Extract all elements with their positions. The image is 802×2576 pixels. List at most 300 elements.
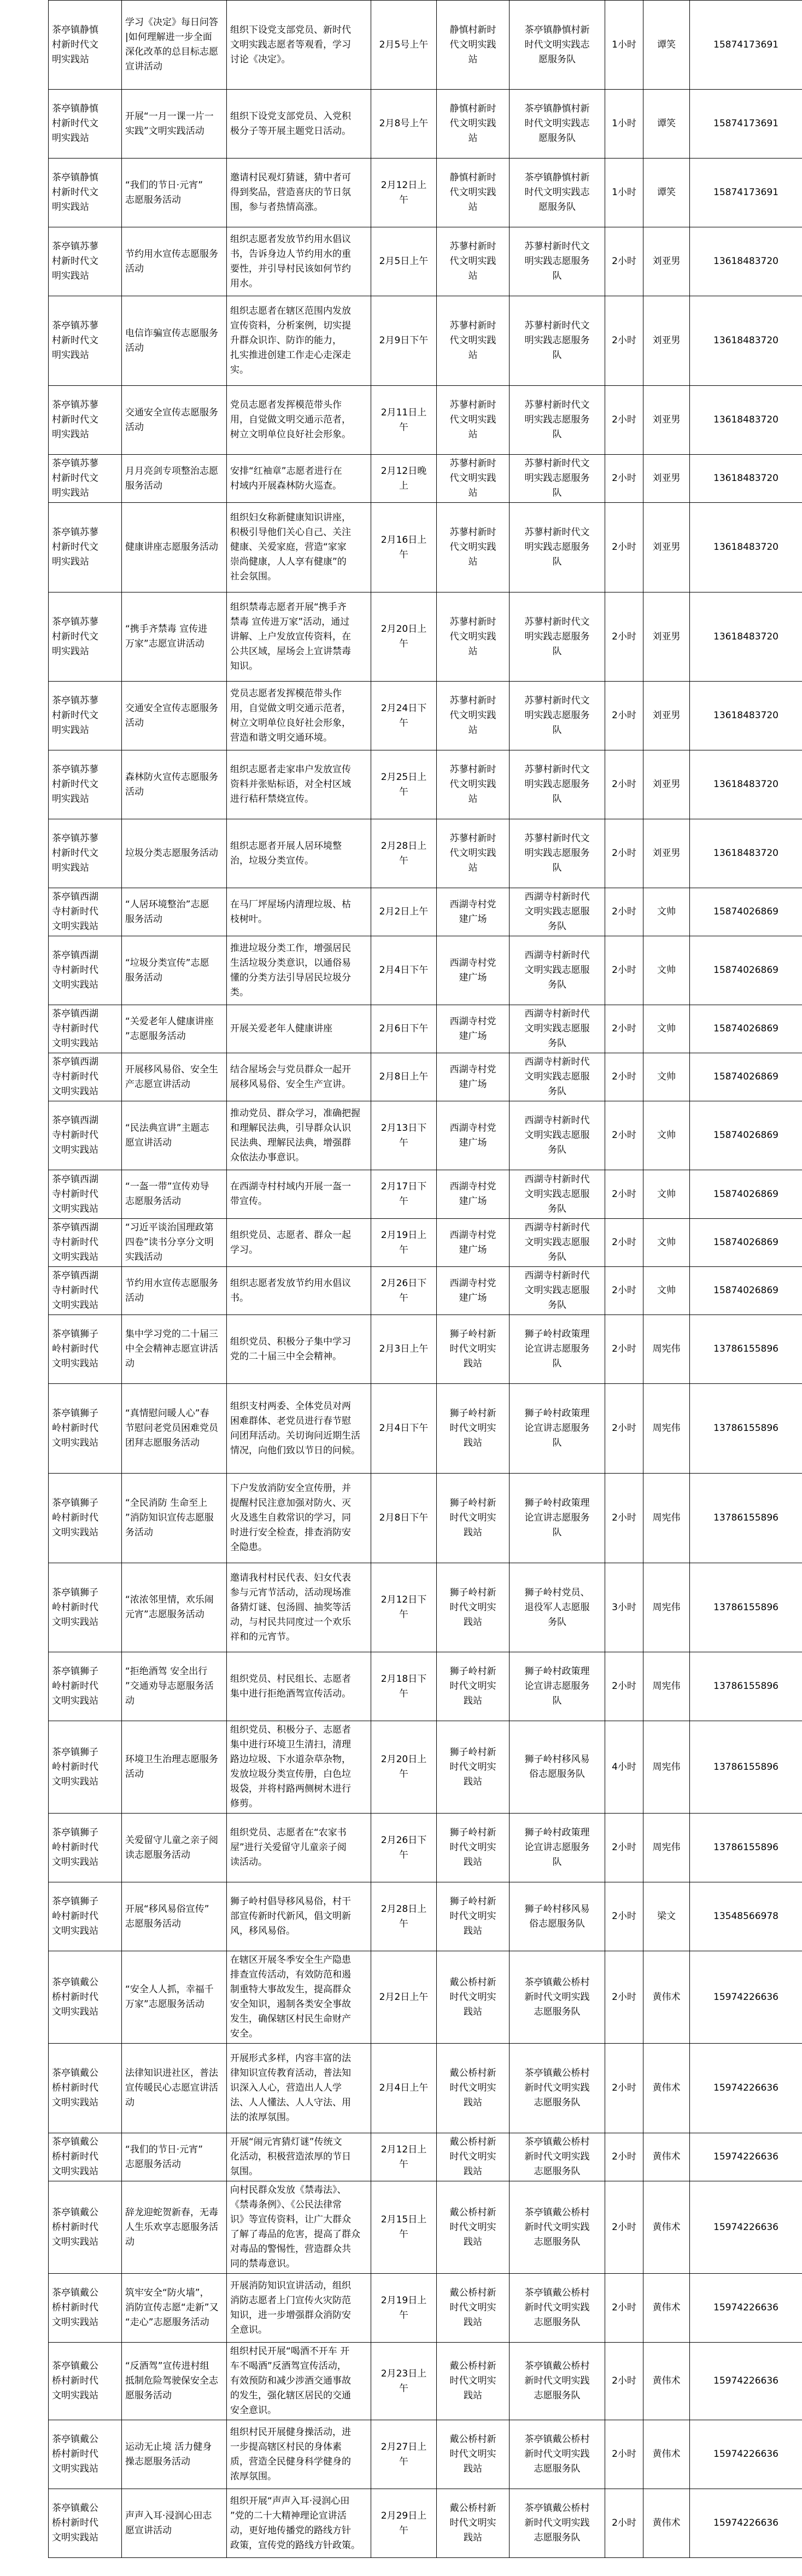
phone-cell: 13786155896 bbox=[690, 1315, 802, 1384]
activity-time-cell: 2月11日上 午 bbox=[371, 386, 437, 455]
volunteer-team-cell: 狮子岭村政策理 论宣讲志愿服务 队 bbox=[510, 1384, 605, 1474]
department-cell: 茶亭镇西湖 寺村新时代 文明实践站 bbox=[49, 1219, 122, 1267]
activity-time-cell: 2月4日下午 bbox=[371, 936, 437, 1005]
location-cell: 狮子岭村新 时代文明实 践站 bbox=[437, 1721, 510, 1814]
department-cell: 茶亭镇西湖 寺村新时代 文明实践站 bbox=[49, 1267, 122, 1315]
activity-content-cell: 组织志愿者在辖区范围内发放 宣传资料，分析案例，切实提 升群众识诈、防诈的能力， 扎实推进创建工作走心走深走 实。 bbox=[227, 296, 371, 386]
duration-cell: 2小时 bbox=[605, 1814, 643, 1882]
contact-person-cell: 谭笑 bbox=[643, 90, 690, 159]
department-cell: 茶亭镇苏蓼 村新时代文 明实践站 bbox=[49, 819, 122, 888]
contact-person-cell: 刘亚男 bbox=[643, 682, 690, 750]
volunteer-team-cell: 苏蓼村新时代文 明实践志愿服务 队 bbox=[510, 682, 605, 750]
phone-cell: 15974226636 bbox=[690, 2133, 802, 2181]
department-cell: 茶亭镇狮子 岭村新时代 文明实践站 bbox=[49, 1721, 122, 1814]
contact-person-cell: 黄伟术 bbox=[643, 1951, 690, 2044]
activity-content-cell: 组织开展“声声入耳·浸润心田 ”党的二十大精神理论宣讲活 动，更好地传播党的路线方针 政策，宣传党的路线方针政策。 bbox=[227, 2489, 371, 2558]
duration-cell: 1小时 bbox=[605, 1, 643, 90]
contact-person-cell: 刘亚男 bbox=[643, 227, 690, 296]
table-row bbox=[49, 819, 802, 888]
activity-name-cell: 节约用水宣传志愿服务 活动 bbox=[122, 1267, 227, 1315]
activity-content-cell: 组织党员、志愿者在“农家书 屋”进行关爱留守儿童亲子阅 读活动。 bbox=[227, 1814, 371, 1882]
volunteer-team-cell: 狮子岭村政策理 论宣讲志愿服务 队 bbox=[510, 1652, 605, 1721]
volunteer-team-cell: 茶亭镇戴公桥村 新时代文明实践 志愿服务队 bbox=[510, 2489, 605, 2558]
phone-cell: 13618483720 bbox=[690, 386, 802, 455]
table-row bbox=[49, 1721, 802, 1814]
department-cell: 茶亭镇戴公 桥村新时代 文明实践站 bbox=[49, 2343, 122, 2420]
duration-cell: 4小时 bbox=[605, 1721, 643, 1814]
activity-name-cell: 声声入耳·浸润心田志 愿宣讲活动 bbox=[122, 2489, 227, 2558]
contact-person-cell: 周宪伟 bbox=[643, 1814, 690, 1882]
activity-time-cell: 2月13日下 午 bbox=[371, 1101, 437, 1170]
location-cell: 狮子岭村新 时代文明实 践站 bbox=[437, 1814, 510, 1882]
phone-cell: 15874026869 bbox=[690, 1053, 802, 1101]
contact-person-cell: 周宪伟 bbox=[643, 1474, 690, 1563]
activity-content-cell: 组织党员、积极分子、志愿者 集中进行环境卫生清扫，清理 路边垃圾、下水道杂草杂物， 发放垃圾分类宣传册，白色垃 圾袋，并将村路两侧树木进行 修剪。 bbox=[227, 1721, 371, 1814]
volunteer-team-cell: 苏蓼村新时代文 明实践志愿服务 队 bbox=[510, 227, 605, 296]
department-cell: 茶亭镇狮子 岭村新时代 文明实践站 bbox=[49, 1652, 122, 1721]
phone-cell: 13618483720 bbox=[690, 503, 802, 592]
activity-time-cell: 2月6日下午 bbox=[371, 1005, 437, 1053]
activity-content-cell: 向村民群众发放《禁毒法》、 《禁毒条例》、《公民法律常 识》等宣传资料，让广大群众 了解了毒品的危害，提高了群众 对毒品的警惕性，营造群众共 同的禁毒意识。 bbox=[227, 2181, 371, 2274]
activity-content-cell: 组织志愿者走家串户发放宣传 资料并张贴标语，对全村区域 进行秸秆禁烧宣传。 bbox=[227, 750, 371, 819]
table-row bbox=[49, 750, 802, 819]
table-row bbox=[49, 1267, 802, 1315]
activity-content-cell: 推动党员、群众学习，准确把握 和理解民法典，引导群众认识 民法典、理解民法典，增强群 众依法办事意识。 bbox=[227, 1101, 371, 1170]
duration-cell: 2小时 bbox=[605, 455, 643, 503]
duration-cell: 2小时 bbox=[605, 2044, 643, 2133]
location-cell: 狮子岭村新 时代文明实 践站 bbox=[437, 1563, 510, 1652]
activity-time-cell: 2月19日上 午 bbox=[371, 1219, 437, 1267]
volunteer-team-cell: 西湖寺村新时代 文明实践志愿服 务队 bbox=[510, 1053, 605, 1101]
department-cell: 茶亭镇苏蓼 村新时代文 明实践站 bbox=[49, 682, 122, 750]
table-row bbox=[49, 227, 802, 296]
activity-name-cell: 集中学习党的二十届三 中全会精神志愿宣讲活 动 bbox=[122, 1315, 227, 1384]
location-cell: 戴公桥村新 时代文明实 践站 bbox=[437, 2274, 510, 2343]
location-cell: 戴公桥村新 时代文明实 践站 bbox=[437, 2044, 510, 2133]
volunteer-team-cell: 苏蓼村新时代文 明实践志愿服务 队 bbox=[510, 592, 605, 682]
location-cell: 狮子岭村新 时代文明实 践站 bbox=[437, 1384, 510, 1474]
phone-cell: 13786155896 bbox=[690, 1652, 802, 1721]
table-row bbox=[49, 2274, 802, 2343]
location-cell: 戴公桥村新 时代文明实 践站 bbox=[437, 1951, 510, 2044]
location-cell: 狮子岭村新 时代文明实 践站 bbox=[437, 1315, 510, 1384]
activity-content-cell: 党员志愿者发挥模范带头作 用，自觉做文明交通示范者， 树立文明单位良好社会形象。 bbox=[227, 386, 371, 455]
phone-cell: 15874026869 bbox=[690, 1267, 802, 1315]
phone-cell: 13618483720 bbox=[690, 592, 802, 682]
activity-name-cell: 辞龙迎蛇贺新春，无毒 人生乐欢享志愿服务活 动 bbox=[122, 2181, 227, 2274]
activity-name-cell: 垃圾分类志愿服务活动 bbox=[122, 819, 227, 888]
duration-cell: 2小时 bbox=[605, 819, 643, 888]
phone-cell: 15874026869 bbox=[690, 888, 802, 936]
phone-cell: 13786155896 bbox=[690, 1563, 802, 1652]
activity-name-cell: “反酒驾”宣传进村组 抵制危险驾驶保安全志 愿服务活动 bbox=[122, 2343, 227, 2420]
activity-content-cell: 结合屋场会与党员群众一起开 展移风易俗、安全生产宣讲。 bbox=[227, 1053, 371, 1101]
volunteer-team-cell: 苏蓼村新时代文 明实践志愿服务 队 bbox=[510, 819, 605, 888]
activity-content-cell: 组织禁毒志愿者开展“携手齐 禁毒 宣传进万家”活动，通过 讲解、上户发放宣传资料，在 公共区域，屋场会上宣讲禁毒 知识。 bbox=[227, 592, 371, 682]
duration-cell: 2小时 bbox=[605, 1267, 643, 1315]
volunteer-team-cell: 苏蓼村新时代文 明实践志愿服务 队 bbox=[510, 296, 605, 386]
duration-cell: 2小时 bbox=[605, 592, 643, 682]
phone-cell: 13618483720 bbox=[690, 455, 802, 503]
phone-cell: 15874173691 bbox=[690, 90, 802, 159]
activity-content-cell: 在辖区开展冬季安全生产隐患 排查宣传活动，有效防范和遏 制重特大事故发生，提高群众 安全知识，遏制各类安全事故 发生，确保辖区村民生命财产 安全。 bbox=[227, 1951, 371, 2044]
duration-cell: 2小时 bbox=[605, 1053, 643, 1101]
activity-time-cell: 2月4日下午 bbox=[371, 1384, 437, 1474]
activity-time-cell: 2月25日上 午 bbox=[371, 750, 437, 819]
phone-cell: 15874026869 bbox=[690, 936, 802, 1005]
duration-cell: 2小时 bbox=[605, 936, 643, 1005]
duration-cell: 2小时 bbox=[605, 296, 643, 386]
phone-cell: 15874026869 bbox=[690, 1219, 802, 1267]
table-row bbox=[49, 1951, 802, 2044]
contact-person-cell: 谭笑 bbox=[643, 159, 690, 227]
volunteer-team-cell: 茶亭镇静慎村新 时代文明实践志 愿服务队 bbox=[510, 90, 605, 159]
activity-name-cell: “我们的节日·元宵” 志愿服务活动 bbox=[122, 2133, 227, 2181]
phone-cell: 15874026869 bbox=[690, 1005, 802, 1053]
activity-time-cell: 2月29日上 午 bbox=[371, 2489, 437, 2558]
activity-time-cell: 2月23日上 午 bbox=[371, 2343, 437, 2420]
activity-time-cell: 2月28日上 午 bbox=[371, 1882, 437, 1951]
phone-cell: 15974226636 bbox=[690, 2181, 802, 2274]
duration-cell: 2小时 bbox=[605, 682, 643, 750]
activity-time-cell: 2月8号上午 bbox=[371, 90, 437, 159]
department-cell: 茶亭镇狮子 岭村新时代 文明实践站 bbox=[49, 1563, 122, 1652]
activity-schedule-sheet bbox=[48, 0, 802, 2576]
volunteer-team-cell: 苏蓼村新时代文 明实践志愿服务 队 bbox=[510, 386, 605, 455]
phone-cell: 13786155896 bbox=[690, 1721, 802, 1814]
duration-cell: 2小时 bbox=[605, 503, 643, 592]
activity-time-cell: 2月20日上 午 bbox=[371, 1721, 437, 1814]
activity-time-cell: 2月12日上 午 bbox=[371, 2133, 437, 2181]
activity-time-cell: 2月16日上 午 bbox=[371, 503, 437, 592]
department-cell: 茶亭镇戴公 桥村新时代 文明实践站 bbox=[49, 2133, 122, 2181]
phone-cell: 15974226636 bbox=[690, 2489, 802, 2558]
phone-cell: 15974226636 bbox=[690, 2274, 802, 2343]
activity-name-cell: 月月亮剑专项整治志愿 服务活动 bbox=[122, 455, 227, 503]
table-row bbox=[49, 1384, 802, 1474]
table-row bbox=[49, 1005, 802, 1053]
location-cell: 西湖寺村党 建广场 bbox=[437, 1053, 510, 1101]
department-cell: 茶亭镇戴公 桥村新时代 文明实践站 bbox=[49, 2044, 122, 2133]
activity-time-cell: 2月5日上午 bbox=[371, 227, 437, 296]
volunteer-team-cell: 茶亭镇静慎村新 时代文明实践志 愿服务队 bbox=[510, 159, 605, 227]
table-row bbox=[49, 1814, 802, 1882]
table-row bbox=[49, 1315, 802, 1384]
volunteer-team-cell: 茶亭镇戴公桥村 新时代文明实践 志愿服务队 bbox=[510, 2181, 605, 2274]
activity-name-cell: 法律知识进社区，普法 宣传暖民心志愿宣讲活 动 bbox=[122, 2044, 227, 2133]
location-cell: 西湖寺村党 建广场 bbox=[437, 888, 510, 936]
contact-person-cell: 梁文 bbox=[643, 1882, 690, 1951]
activity-content-cell: 邀请村民观灯猜谜，猜中者可 得到奖品，营造喜庆的节日氛 围，参与者热情高涨。 bbox=[227, 159, 371, 227]
volunteer-team-cell: 苏蓼村新时代文 明实践志愿服务 队 bbox=[510, 750, 605, 819]
location-cell: 静慎村新时 代文明实践 站 bbox=[437, 159, 510, 227]
activity-content-cell: 组织党员、村民组长、志愿者 集中进行拒绝酒驾宣传活动。 bbox=[227, 1652, 371, 1721]
table-row bbox=[49, 2181, 802, 2274]
contact-person-cell: 刘亚男 bbox=[643, 592, 690, 682]
contact-person-cell: 刘亚男 bbox=[643, 503, 690, 592]
department-cell: 茶亭镇苏蓼 村新时代文 明实践站 bbox=[49, 227, 122, 296]
location-cell: 狮子岭村新 时代文明实 践站 bbox=[437, 1882, 510, 1951]
duration-cell: 2小时 bbox=[605, 1951, 643, 2044]
table-row bbox=[49, 1, 802, 90]
table-row bbox=[49, 386, 802, 455]
table-row bbox=[49, 159, 802, 227]
activity-content-cell: 下户发放消防安全宣传册，并 提醒村民注意加强对防火、灭 火及逃生自救常识的学习，同 时进行安全检查，排查消防安 全隐患。 bbox=[227, 1474, 371, 1563]
location-cell: 狮子岭村新 时代文明实 践站 bbox=[437, 1474, 510, 1563]
contact-person-cell: 文帅 bbox=[643, 888, 690, 936]
department-cell: 茶亭镇静慎 村新时代文 明实践站 bbox=[49, 159, 122, 227]
contact-person-cell: 文帅 bbox=[643, 1219, 690, 1267]
department-cell: 茶亭镇戴公 桥村新时代 文明实践站 bbox=[49, 2274, 122, 2343]
phone-cell: 15974226636 bbox=[690, 2343, 802, 2420]
activity-time-cell: 2月2日上午 bbox=[371, 1951, 437, 2044]
location-cell: 静慎村新时 代文明实践 站 bbox=[437, 1, 510, 90]
contact-person-cell: 文帅 bbox=[643, 1005, 690, 1053]
activity-content-cell: 开展形式多样，内容丰富的法 律知识宣传教育活动，普法知 识深入人心，营造出人人学 法、人人懂法、人人守法、用 法的浓厚氛围。 bbox=[227, 2044, 371, 2133]
phone-cell: 15874026869 bbox=[690, 1101, 802, 1170]
activity-content-cell: 组织志愿者发放节约用水倡议 书。 bbox=[227, 1267, 371, 1315]
volunteer-team-cell: 茶亭镇戴公桥村 新时代文明实践 志愿服务队 bbox=[510, 2274, 605, 2343]
duration-cell: 2小时 bbox=[605, 227, 643, 296]
table-row bbox=[49, 455, 802, 503]
contact-person-cell: 黄伟术 bbox=[643, 2181, 690, 2274]
location-cell: 戴公桥村新 时代文明实 践站 bbox=[437, 2489, 510, 2558]
activity-time-cell: 2月12日下 午 bbox=[371, 1563, 437, 1652]
activity-name-cell: 开展移风易俗、安全生 产志愿宣讲活动 bbox=[122, 1053, 227, 1101]
activity-name-cell: 健康讲座志愿服务活动 bbox=[122, 503, 227, 592]
activity-content-cell: 组织村民开展“喝酒不开车 开 车不喝酒”反酒驾宣传活动， 有效预防和减少涉酒交通事故 的发生，强化辖区居民的交通 安全意识。 bbox=[227, 2343, 371, 2420]
activity-name-cell: 节约用水宣传志愿服务 活动 bbox=[122, 227, 227, 296]
contact-person-cell: 黄伟术 bbox=[643, 2274, 690, 2343]
contact-person-cell: 刘亚男 bbox=[643, 455, 690, 503]
activity-name-cell: 电信诈骗宣传志愿服务 活动 bbox=[122, 296, 227, 386]
activity-content-cell: 邀请我村村民代表、妇女代表 参与元宵节活动，活动现场准 备猜灯谜、包汤圆、抽奖等活 动，与村民共同度过一个欢乐 祥和的元宵节。 bbox=[227, 1563, 371, 1652]
table-row bbox=[49, 2343, 802, 2420]
contact-person-cell: 周宪伟 bbox=[643, 1721, 690, 1814]
activity-time-cell: 2月12日上 午 bbox=[371, 159, 437, 227]
table-row bbox=[49, 682, 802, 750]
location-cell: 苏蓼村新时 代文明实践 站 bbox=[437, 819, 510, 888]
contact-person-cell: 黄伟术 bbox=[643, 2133, 690, 2181]
duration-cell: 2小时 bbox=[605, 1882, 643, 1951]
volunteer-team-cell: 苏蓼村新时代文 明实践志愿服务 队 bbox=[510, 455, 605, 503]
table-row bbox=[49, 592, 802, 682]
contact-person-cell: 周宪伟 bbox=[643, 1652, 690, 1721]
activity-name-cell: 交通安全宣传志愿服务 活动 bbox=[122, 386, 227, 455]
activity-name-cell: “拒绝酒驾 安全出行 ”交通劝导志愿服务活 动 bbox=[122, 1652, 227, 1721]
duration-cell: 2小时 bbox=[605, 750, 643, 819]
contact-person-cell: 周宪伟 bbox=[643, 1384, 690, 1474]
activity-time-cell: 2月8日下午 bbox=[371, 1474, 437, 1563]
contact-person-cell: 周宪伟 bbox=[643, 1563, 690, 1652]
activity-time-cell: 2月24日下 午 bbox=[371, 682, 437, 750]
duration-cell: 2小时 bbox=[605, 1384, 643, 1474]
activity-name-cell: 开展“一月一课一片一 实践”文明实践活动 bbox=[122, 90, 227, 159]
location-cell: 戴公桥村新 时代文明实 践站 bbox=[437, 2343, 510, 2420]
volunteer-team-cell: 茶亭镇戴公桥村 新时代文明实践 志愿服务队 bbox=[510, 2044, 605, 2133]
volunteer-team-cell: 西湖寺村新时代 文明实践志愿服 务队 bbox=[510, 1170, 605, 1219]
department-cell: 茶亭镇狮子 岭村新时代 文明实践站 bbox=[49, 1384, 122, 1474]
department-cell: 茶亭镇苏蓼 村新时代文 明实践站 bbox=[49, 750, 122, 819]
contact-person-cell: 谭笑 bbox=[643, 1, 690, 90]
activity-content-cell: 开展关爱老年人健康讲座 bbox=[227, 1005, 371, 1053]
table-row bbox=[49, 1882, 802, 1951]
department-cell: 茶亭镇西湖 寺村新时代 文明实践站 bbox=[49, 1101, 122, 1170]
activity-content-cell: 组织志愿者发放节约用水倡议 书，告诉身边人节约用水的重 要性，并引导村民该如何节约 用水。 bbox=[227, 227, 371, 296]
contact-person-cell: 文帅 bbox=[643, 1170, 690, 1219]
activity-time-cell: 2月28日上 午 bbox=[371, 819, 437, 888]
activity-time-cell: 2月8日上午 bbox=[371, 1053, 437, 1101]
phone-cell: 13618483720 bbox=[690, 682, 802, 750]
table-row bbox=[49, 2420, 802, 2489]
phone-cell: 13618483720 bbox=[690, 296, 802, 386]
table-row bbox=[49, 1474, 802, 1563]
duration-cell: 2小时 bbox=[605, 2274, 643, 2343]
activity-name-cell: 运动无止境 活力健身 操志愿服务活动 bbox=[122, 2420, 227, 2489]
activity-name-cell: “人居环境整治”志愿 服务活动 bbox=[122, 888, 227, 936]
phone-cell: 13786155896 bbox=[690, 1814, 802, 1882]
department-cell: 茶亭镇狮子 岭村新时代 文明实践站 bbox=[49, 1814, 122, 1882]
department-cell: 茶亭镇戴公 桥村新时代 文明实践站 bbox=[49, 2489, 122, 2558]
department-cell: 茶亭镇苏蓼 村新时代文 明实践站 bbox=[49, 455, 122, 503]
phone-cell: 13786155896 bbox=[690, 1384, 802, 1474]
volunteer-team-cell: 狮子岭村党员、 退役军人志愿服 务队 bbox=[510, 1563, 605, 1652]
table-row bbox=[49, 2133, 802, 2181]
location-cell: 西湖寺村党 建广场 bbox=[437, 1267, 510, 1315]
phone-cell: 13618483720 bbox=[690, 819, 802, 888]
location-cell: 西湖寺村党 建广场 bbox=[437, 1101, 510, 1170]
activity-content-cell: 狮子岭村倡导移风易俗，村干 部宣传新时代新风，倡文明新 风，移风易俗。 bbox=[227, 1882, 371, 1951]
volunteer-team-cell: 苏蓼村新时代文 明实践志愿服务 队 bbox=[510, 503, 605, 592]
activity-content-cell: 组织支村两委、全体党员对两 困难群体、老党员进行春节慰 问团拜活动。关切询问近期生活 情况，向他们致以节日的问候。 bbox=[227, 1384, 371, 1474]
table-row bbox=[49, 503, 802, 592]
volunteer-team-cell: 茶亭镇静慎村新 时代文明实践志 愿服务队 bbox=[510, 1, 605, 90]
department-cell: 茶亭镇戴公 桥村新时代 文明实践站 bbox=[49, 1951, 122, 2044]
contact-person-cell: 刘亚男 bbox=[643, 386, 690, 455]
location-cell: 戴公桥村新 时代文明实 践站 bbox=[437, 2133, 510, 2181]
location-cell: 静慎村新时 代文明实践 站 bbox=[437, 90, 510, 159]
contact-person-cell: 文帅 bbox=[643, 936, 690, 1005]
activity-name-cell: “安全人人抓，幸福千 万家”志愿服务活动 bbox=[122, 1951, 227, 2044]
activity-time-cell: 2月18日下 午 bbox=[371, 1652, 437, 1721]
phone-cell: 13618483720 bbox=[690, 750, 802, 819]
activity-content-cell: 在马厂坪屋场内清理垃圾、枯 枝树叶。 bbox=[227, 888, 371, 936]
activity-content-cell: 在西湖寺村村域内开展一盔一 带宣传。 bbox=[227, 1170, 371, 1219]
phone-cell: 15874173691 bbox=[690, 1, 802, 90]
activity-content-cell: 组织下设党支部党员、入党积 极分子等开展主题党日活动。 bbox=[227, 90, 371, 159]
activity-content-cell: 组织妇女称新健康知识讲座， 积极引导他们关心自己、关注 健康、关爱家庭，营造“家家 崇尚健康，人人享有健康”的 社会氛围。 bbox=[227, 503, 371, 592]
location-cell: 西湖寺村党 建广场 bbox=[437, 1170, 510, 1219]
activity-table bbox=[48, 0, 802, 2558]
location-cell: 苏蓼村新时 代文明实践 站 bbox=[437, 296, 510, 386]
duration-cell: 2小时 bbox=[605, 386, 643, 455]
table-row bbox=[49, 2044, 802, 2133]
activity-name-cell: “习近平谈治国理政第 四卷”读书分享分文明 实践活动 bbox=[122, 1219, 227, 1267]
activity-name-cell: “一盔一带”宣传劝导 志愿服务活动 bbox=[122, 1170, 227, 1219]
volunteer-team-cell: 西湖寺村新时代 文明实践志愿服 务队 bbox=[510, 1219, 605, 1267]
activity-content-cell: 组织下设党支部党员、新时代 文明实践志愿者等观看，学习 讨论《决定》。 bbox=[227, 1, 371, 90]
volunteer-team-cell: 西湖寺村新时代 文明实践志愿服 务队 bbox=[510, 888, 605, 936]
contact-person-cell: 文帅 bbox=[643, 1053, 690, 1101]
activity-time-cell: 2月19日上 午 bbox=[371, 2274, 437, 2343]
contact-person-cell: 刘亚男 bbox=[643, 750, 690, 819]
location-cell: 苏蓼村新时 代文明实践 站 bbox=[437, 503, 510, 592]
activity-name-cell: 森林防火宣传志愿服务 活动 bbox=[122, 750, 227, 819]
duration-cell: 2小时 bbox=[605, 1315, 643, 1384]
volunteer-team-cell: 西湖寺村新时代 文明实践志愿服 务队 bbox=[510, 936, 605, 1005]
volunteer-team-cell: 西湖寺村新时代 文明实践志愿服 务队 bbox=[510, 1101, 605, 1170]
phone-cell: 15974226636 bbox=[690, 2044, 802, 2133]
phone-cell: 15974226636 bbox=[690, 1951, 802, 2044]
activity-time-cell: 2月27日上 午 bbox=[371, 2420, 437, 2489]
table-row bbox=[49, 2489, 802, 2558]
activity-time-cell: 2月12日晚 上 bbox=[371, 455, 437, 503]
duration-cell: 2小时 bbox=[605, 2133, 643, 2181]
contact-person-cell: 黄伟术 bbox=[643, 2343, 690, 2420]
phone-cell: 13548566978 bbox=[690, 1882, 802, 1951]
activity-time-cell: 2月3日上午 bbox=[371, 1315, 437, 1384]
activity-name-cell: 开展“移风易俗宣传” 志愿服务活动 bbox=[122, 1882, 227, 1951]
activity-name-cell: “我们的节日·元宵” 志愿服务活动 bbox=[122, 159, 227, 227]
duration-cell: 2小时 bbox=[605, 2420, 643, 2489]
duration-cell: 2小时 bbox=[605, 2489, 643, 2558]
duration-cell: 2小时 bbox=[605, 2181, 643, 2274]
contact-person-cell: 刘亚男 bbox=[643, 296, 690, 386]
activity-name-cell: “携手齐禁毒 宣传进 万家”志愿宣讲活动 bbox=[122, 592, 227, 682]
department-cell: 茶亭镇戴公 桥村新时代 文明实践站 bbox=[49, 2420, 122, 2489]
volunteer-team-cell: 狮子岭村政策理 论宣讲志愿服务 队 bbox=[510, 1474, 605, 1563]
phone-cell: 15974226636 bbox=[690, 2420, 802, 2489]
activity-time-cell: 2月2日上午 bbox=[371, 888, 437, 936]
activity-name-cell: “民法典宣讲”主题志 愿宣讲活动 bbox=[122, 1101, 227, 1170]
volunteer-team-cell: 西湖寺村新时代 文明实践志愿服 务队 bbox=[510, 1005, 605, 1053]
table-row bbox=[49, 936, 802, 1005]
activity-content-cell: 组织志愿者开展人居环境整 治，垃圾分类宣传。 bbox=[227, 819, 371, 888]
location-cell: 苏蓼村新时 代文明实践 站 bbox=[437, 682, 510, 750]
phone-cell: 13786155896 bbox=[690, 1474, 802, 1563]
duration-cell: 2小时 bbox=[605, 1101, 643, 1170]
location-cell: 西湖寺村党 建广场 bbox=[437, 1005, 510, 1053]
department-cell: 茶亭镇苏蓼 村新时代文 明实践站 bbox=[49, 592, 122, 682]
department-cell: 茶亭镇静慎 村新时代文 明实践站 bbox=[49, 90, 122, 159]
activity-content-cell: 推进垃圾分类工作，增强居民 生活垃圾分类意识，以通俗易 懂的分类方法引导居民垃圾分 类。 bbox=[227, 936, 371, 1005]
volunteer-team-cell: 茶亭镇戴公桥村 新时代文明实践 志愿服务队 bbox=[510, 2343, 605, 2420]
table-row bbox=[49, 1563, 802, 1652]
table-row bbox=[49, 1101, 802, 1170]
volunteer-team-cell: 狮子岭村政策理 论宣讲志愿服务 队 bbox=[510, 1315, 605, 1384]
table-row bbox=[49, 296, 802, 386]
location-cell: 狮子岭村新 时代文明实 践站 bbox=[437, 1652, 510, 1721]
activity-time-cell: 2月26日下 午 bbox=[371, 1814, 437, 1882]
table-body bbox=[49, 1, 802, 2558]
activity-name-cell: 交通安全宣传志愿服务 活动 bbox=[122, 682, 227, 750]
table-row bbox=[49, 1219, 802, 1267]
contact-person-cell: 黄伟术 bbox=[643, 2044, 690, 2133]
department-cell: 茶亭镇西湖 寺村新时代 文明实践站 bbox=[49, 1053, 122, 1101]
activity-name-cell: 筑牢安全“防火墙”， 消防宣传志愿“走新”又 “走心”志愿服务活动 bbox=[122, 2274, 227, 2343]
table-row bbox=[49, 1652, 802, 1721]
volunteer-team-cell: 狮子岭村移风易 俗志愿服务队 bbox=[510, 1721, 605, 1814]
department-cell: 茶亭镇苏蓼 村新时代文 明实践站 bbox=[49, 386, 122, 455]
location-cell: 苏蓼村新时 代文明实践 站 bbox=[437, 455, 510, 503]
duration-cell: 1小时 bbox=[605, 159, 643, 227]
duration-cell: 2小时 bbox=[605, 1219, 643, 1267]
location-cell: 戴公桥村新 时代文明实 践站 bbox=[437, 2420, 510, 2489]
contact-person-cell: 黄伟术 bbox=[643, 2420, 690, 2489]
activity-name-cell: “关爱老年人健康讲座 ”志愿服务活动 bbox=[122, 1005, 227, 1053]
duration-cell: 2小时 bbox=[605, 2343, 643, 2420]
activity-name-cell: 关爱留守儿童之亲子阅 读志愿服务活动 bbox=[122, 1814, 227, 1882]
